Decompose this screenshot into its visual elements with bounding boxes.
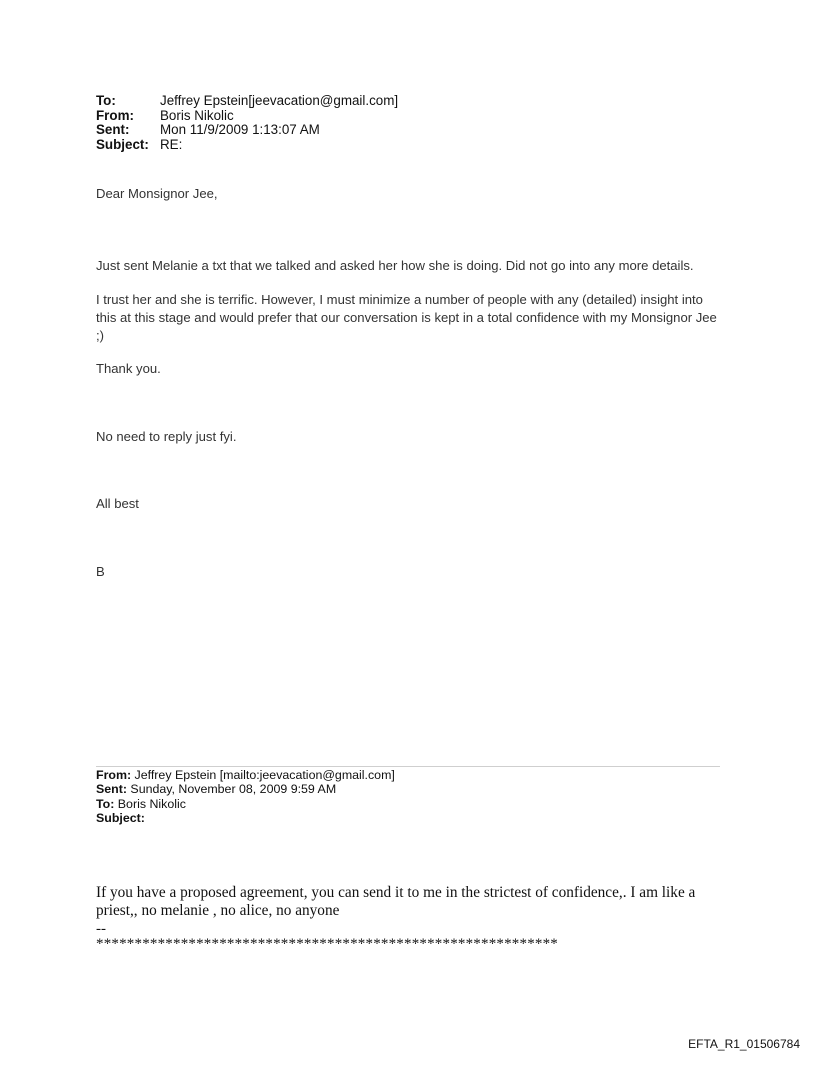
header-subject-value: RE: xyxy=(160,136,183,152)
quoted-sent-value: Sunday, November 08, 2009 9:59 AM xyxy=(126,782,337,797)
quoted-subject-row xyxy=(96,811,395,825)
quoted-from-value: Jeffrey Epstein [mailto:jeevacation@gmail.com] xyxy=(131,768,395,782)
document-id: EFTA_R1_01506784 xyxy=(688,1037,800,1051)
quoted-header xyxy=(96,768,395,826)
header-from-label: From: xyxy=(96,107,134,123)
email-header xyxy=(96,94,398,152)
quoted-body: If you have a proposed agreement, you can send it to me in the strictest of confidence,. I am like a priest,, no melanie , no alice, no anyone xyxy=(96,884,696,919)
header-subject-row xyxy=(96,138,398,153)
quoted-from-row xyxy=(96,768,395,782)
email-paragraph-2: I trust her and she is terrific. However, I must minimize a number of people with any (detailed) insight into this at this stage and would prefer that our conversation is kept in a total confidence with my Monsignor Jee ;) xyxy=(96,292,717,343)
quoted-signature-dashes: -- xyxy=(96,921,106,937)
header-to-row xyxy=(96,94,398,109)
email-paragraph-3: Thank you. xyxy=(96,361,161,376)
header-from-row xyxy=(96,109,398,124)
quoted-divider xyxy=(96,766,720,767)
email-greeting: Dear Monsignor Jee, xyxy=(96,186,218,201)
header-from-value: Boris Nikolic xyxy=(160,107,234,123)
quoted-to-value: Boris Nikolic xyxy=(114,796,186,811)
header-to-value: Jeffrey Epstein[jeevacation@gmail.com] xyxy=(160,93,399,108)
quoted-sent-row xyxy=(96,782,395,796)
email-signature: B xyxy=(96,564,105,579)
quoted-signature-stars: ************************************************************ xyxy=(96,936,558,952)
header-sent-value: Mon 11/9/2009 1:13:07 AM xyxy=(160,122,320,138)
quoted-to-label: To: xyxy=(96,796,115,811)
quoted-sent-label: Sent: xyxy=(96,782,127,797)
header-sent-row xyxy=(96,123,398,138)
email-paragraph-5: All best xyxy=(96,496,139,511)
header-to-label: To: xyxy=(96,93,116,108)
email-paragraph-1: Just sent Melanie a txt that we talked and asked her how she is doing. Did not go into any more details. xyxy=(96,258,694,273)
quoted-from-label: From: xyxy=(96,768,132,782)
quoted-to-row xyxy=(96,797,395,811)
header-subject-label: Subject: xyxy=(96,136,149,152)
quoted-subject-label: Subject: xyxy=(96,811,145,826)
email-paragraph-4: No need to reply just fyi. xyxy=(96,429,237,444)
header-sent-label: Sent: xyxy=(96,122,130,138)
